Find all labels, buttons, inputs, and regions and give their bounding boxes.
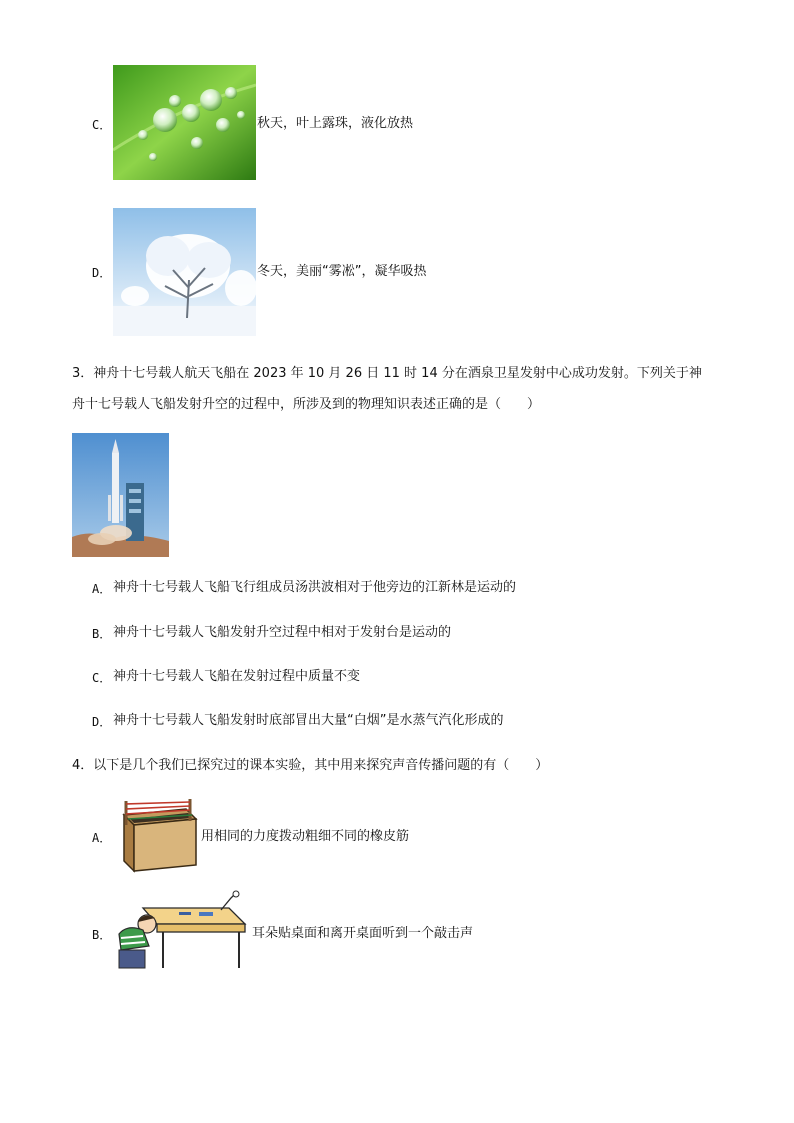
q2-option-c-text: 秋天，叶上露珠，液化放热 <box>257 116 414 131</box>
q4-option-a-text: 用相同的力度拨动粗细不同的橡皮筋 <box>201 829 410 844</box>
q4-stem: 4．以下是几个我们已探究过的课本实验，其中用来探究声音传播问题的有（ ） <box>72 758 549 773</box>
rubber-band-box-image <box>116 795 200 875</box>
dew-leaf-image <box>113 65 256 180</box>
q2-option-c-label: C． <box>92 118 112 132</box>
q4-option-b-label: B． <box>92 928 112 942</box>
q3-stem-line2: 舟十七号载人飞船发射升空的过程中，所涉及到的物理知识表述正确的是（ ） <box>72 397 541 412</box>
q3-option-d-text: 神舟十七号载人飞船发射时底部冒出大量“白烟”是水蒸气汽化形成的 <box>113 713 504 728</box>
ear-on-desk-image <box>113 890 247 970</box>
q3-option-a-label: A． <box>92 582 112 596</box>
q3-stem-line1: 3．神舟十七号载人航天飞船在 2023 年 10 月 26 日 11 时 14 分在酒泉卫星发射中心成功发射。下列关于神 <box>72 366 702 381</box>
q3-option-a-text: 神舟十七号载人飞船飞行组成员汤洪波相对于他旁边的江新林是运动的 <box>113 580 517 595</box>
q3-option-b-text: 神舟十七号载人飞船发射升空过程中相对于发射台是运动的 <box>113 625 452 640</box>
q2-option-d-text: 冬天，美丽“雾凇”，凝华吸热 <box>257 264 427 279</box>
q3-option-c-text: 神舟十七号载人飞船在发射过程中质量不变 <box>113 669 361 684</box>
q3-option-c-label: C． <box>92 671 112 685</box>
rime-tree-image <box>113 208 256 336</box>
rocket-launch-image <box>72 433 169 557</box>
q4-option-b-text: 耳朵贴桌面和离开桌面听到一个敲击声 <box>252 926 474 941</box>
q2-option-d-label: D． <box>92 266 112 280</box>
q3-option-d-label: D． <box>92 715 112 729</box>
q3-option-b-label: B． <box>92 627 112 641</box>
q4-option-a-label: A． <box>92 831 112 845</box>
